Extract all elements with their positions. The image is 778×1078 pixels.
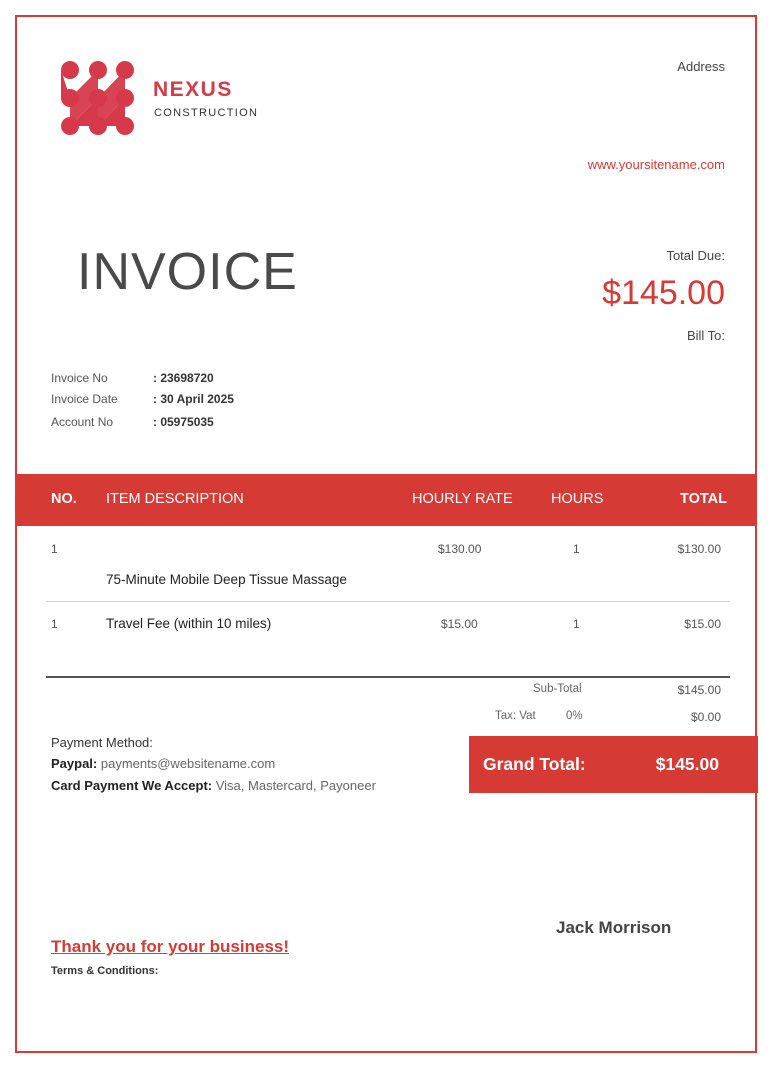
- invoice-date-label: Invoice Date: [51, 392, 118, 406]
- invoice-date-value: : 30 April 2025: [153, 392, 234, 406]
- thank-you-message: Thank you for your business!: [51, 937, 290, 956]
- invoice-title: INVOICE: [77, 243, 298, 301]
- row-total: $15.00: [684, 617, 721, 631]
- total-due-amount: $145.00: [602, 274, 725, 312]
- nexus-logo-icon: [60, 58, 136, 138]
- cards-label: Card Payment We Accept:: [51, 778, 213, 793]
- col-total-header: TOTAL: [680, 491, 727, 507]
- subtotal-label: Sub-Total: [533, 683, 582, 695]
- tax-value: $0.00: [690, 710, 721, 724]
- row-divider: [46, 601, 730, 602]
- paypal-value: payments@websitename.com: [100, 756, 276, 771]
- invoice-no-value: : 23698720: [153, 371, 214, 385]
- terms-label: Terms & Conditions:: [51, 965, 159, 977]
- col-description-header: ITEM DESCRIPTION: [106, 491, 244, 507]
- row-no: 1: [51, 542, 58, 556]
- tax-rate: 0%: [566, 710, 583, 722]
- account-no-value: : 05975035: [153, 415, 214, 429]
- subtotal-value: $145.00: [677, 683, 721, 697]
- tax-label: Tax: Vat: [495, 710, 536, 722]
- payment-method-heading: Payment Method:: [51, 735, 153, 750]
- total-due-label: Total Due:: [666, 248, 725, 263]
- paypal-label: Paypal:: [51, 756, 98, 771]
- website-link[interactable]: www.yoursitename.com: [587, 157, 725, 172]
- row-total: $130.00: [677, 542, 721, 556]
- summary-divider: [46, 676, 730, 678]
- paypal-line: [51, 756, 275, 771]
- table-header: [16, 474, 757, 526]
- grand-total-box: [469, 736, 758, 793]
- brand-name: NEXUS: [153, 78, 233, 101]
- row-hours: 1: [573, 542, 580, 556]
- col-rate-header: HOURLY RATE: [412, 491, 513, 507]
- row-description: Travel Fee (within 10 miles): [106, 616, 272, 631]
- brand-tagline: CONSTRUCTION: [154, 107, 259, 119]
- row-hours: 1: [573, 617, 580, 631]
- col-hours-header: HOURS: [551, 491, 604, 507]
- cards-value: Visa, Mastercard, Payoneer: [215, 778, 376, 793]
- col-no-header: NO.: [51, 491, 77, 507]
- invoice-no-label: Invoice No: [51, 371, 108, 385]
- row-rate: $15.00: [441, 617, 478, 631]
- row-rate: $130.00: [438, 542, 482, 556]
- row-no: 1: [51, 617, 58, 631]
- signature-name: Jack Morrison: [556, 918, 672, 937]
- cards-line: [51, 778, 376, 793]
- address-label: Address: [677, 59, 725, 74]
- bill-to-label: Bill To:: [686, 328, 725, 343]
- grand-total-value: $145.00: [655, 754, 719, 774]
- grand-total-label: Grand Total:: [483, 754, 586, 774]
- row-description: 75-Minute Mobile Deep Tissue Massage: [106, 572, 347, 587]
- account-no-label: Account No: [51, 415, 114, 429]
